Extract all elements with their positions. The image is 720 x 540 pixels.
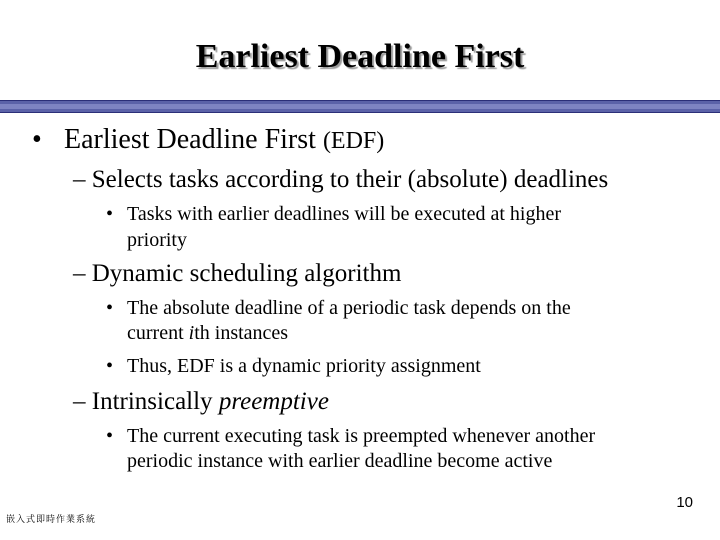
title-divider — [0, 100, 720, 113]
footer-course-title: 嵌入式即時作業系統 — [6, 515, 97, 525]
bullet-marker: • — [106, 355, 114, 377]
subpoint-text: Dynamic scheduling algorithm — [91, 260, 402, 287]
bullet-marker: • — [106, 425, 114, 447]
bullet-suffix: (EDF) — [322, 128, 385, 154]
detail-text: Thus, EDF is a dynamic priority assignment — [127, 355, 481, 377]
detail-text: The absolute deadline of a periodic task depends on the — [127, 297, 571, 319]
subpoint-selects-tasks — [73, 166, 608, 194]
subpoint-text: Selects tasks according to their (absolute) deadlines — [91, 166, 609, 193]
dash-marker: – — [73, 260, 86, 287]
dash-marker: – — [73, 388, 86, 415]
bullet-marker: • — [32, 124, 42, 155]
detail-text: The current executing task is preempted whenever another — [127, 425, 596, 447]
italic-i: i — [188, 322, 195, 344]
detail-text: Tasks with earlier deadlines will be executed at higher — [127, 203, 561, 225]
bullet-marker: • — [106, 203, 114, 225]
bullet-text: Earliest Deadline First — [64, 124, 316, 155]
page-number: 10 — [676, 494, 693, 511]
subpoint-preemptive — [73, 388, 329, 416]
subpoint-dynamic-scheduling — [73, 260, 401, 288]
detail-text: priority — [127, 229, 187, 251]
bullet-marker: • — [106, 297, 114, 319]
subpoint-italic: preemptive — [218, 388, 329, 415]
slide-title: Earliest Deadline First — [195, 38, 525, 75]
dash-marker: – — [73, 166, 86, 193]
subpoint-text: Intrinsically — [91, 388, 219, 415]
detail-text: periodic instance with earlier deadline become active — [127, 450, 553, 472]
